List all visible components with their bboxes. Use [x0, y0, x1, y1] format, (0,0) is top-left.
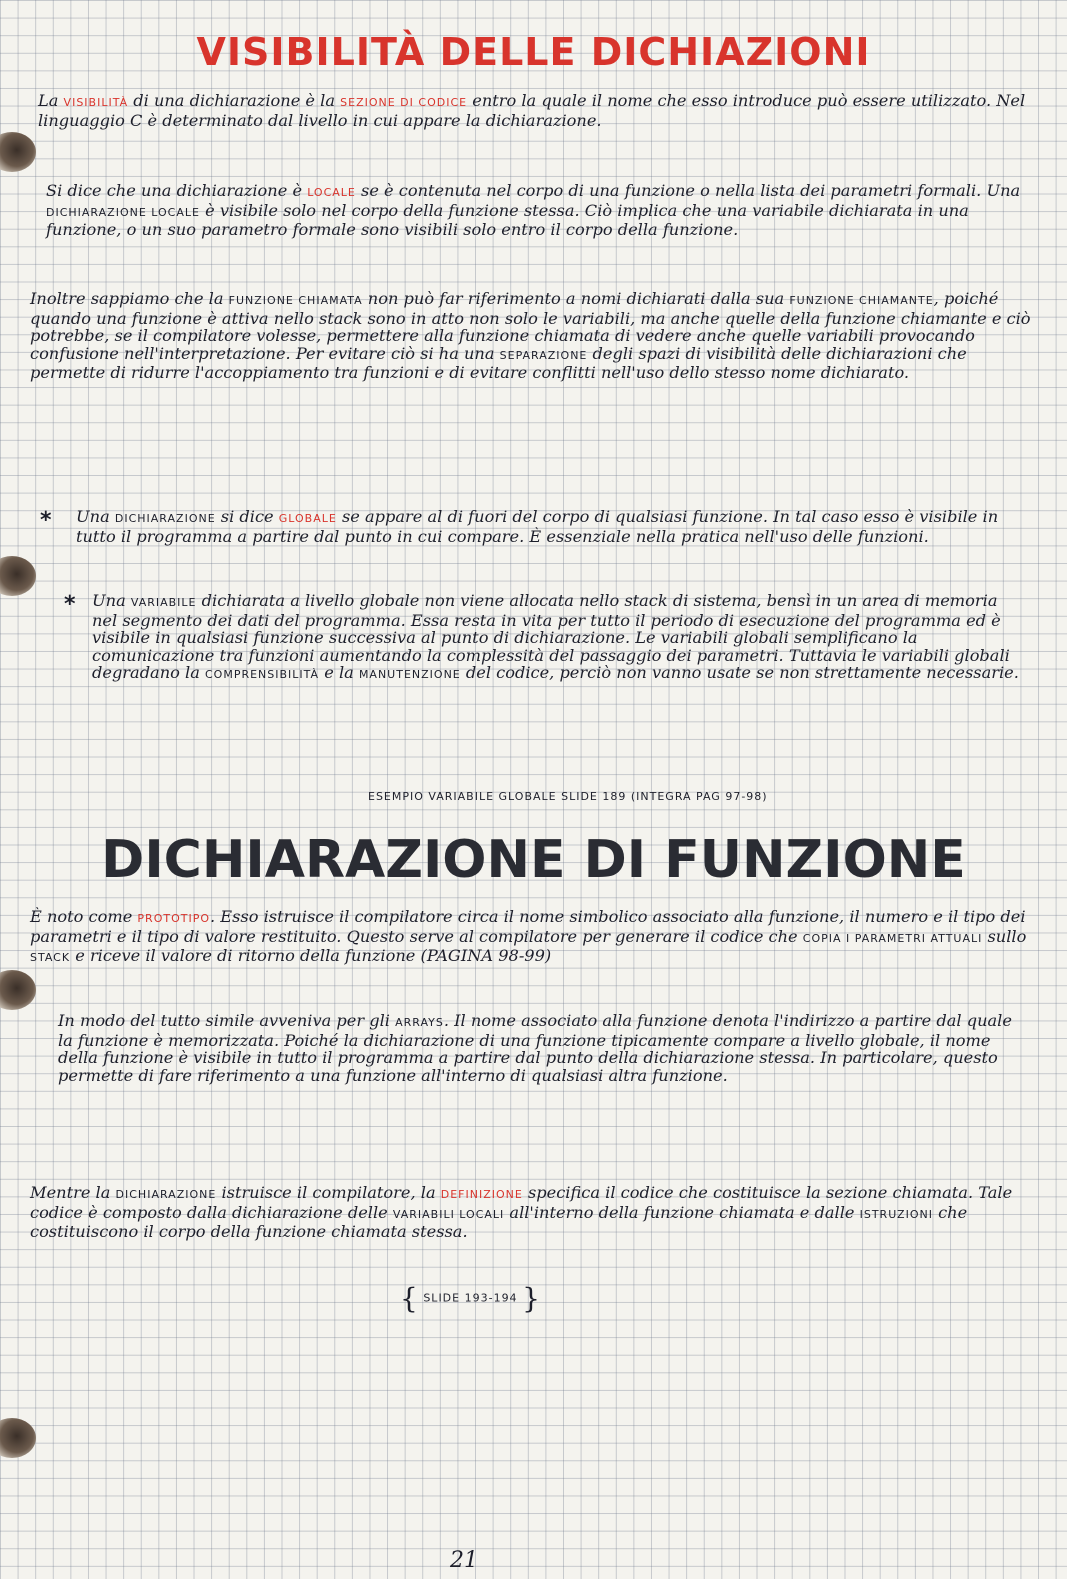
section-title: DICHIARAZIONE DI FUNZIONE — [101, 830, 966, 890]
keyword-funzione-chiamata: FUNZIONE CHIAMATA — [228, 294, 363, 307]
keyword-copia-parametri: COPIA I PARAMETRI ATTUALI — [802, 931, 983, 945]
keyword-variabili-locali: VARIABILI LOCALI — [392, 1207, 505, 1221]
keyword-globale: GLOBALE — [278, 512, 337, 525]
keyword-visibilita: VISIBILITÀ — [63, 96, 129, 109]
keyword-arrays: ARRAYS — [395, 1016, 444, 1029]
paragraph-definizione: Mentre la DICHIARAZIONE istruisce il compilatore, la DEFINIZIONE specifica il codice che costituisce la sezione chiamata. Tale codice è composto dalla dichiarazione delle VARIABILI LOCALI all'interno della funzione chiamata e dalle ISTRUZIONI che costituiscono il corpo della funzione chiamata stessa. — [30, 1183, 1013, 1242]
binder-hole — [0, 132, 36, 172]
paragraph-funzione-chiamata: Inoltre sappiamo che la FUNZIONE CHIAMATA non può far riferimento a nomi dichiarati dalla sua FUNZIONE CHIAMANTE, poiché quando una funzione è attiva nello stack sono in atto non solo le variabili, ma anche quelle della funzione chiamante e ciò potrebbe, se il compilatore volesse, permettere alla funzione chiamata di vedere anche quelle variabili provocando confusione nell'interpretazione. Per evitare ciò si ha una SEPARAZIONE degli spazi di visibilità delle dichiarazioni che permette di ridurre l'accoppiamento tra funzioni e di evitare conflitti nell'uso dello stesso nome dichiarato. — [30, 289, 1031, 383]
paragraph-prototipo: È noto come PROTOTIPO. Esso istruisce il compilatore circa il nome simbolico associato alla funzione, il numero e il tipo dei parametri e il tipo di valore restituito. Questo serve al compilatore per generare il codice che COPIA I PARAMETRI ATTUALI sullo STACK e riceve il valore di ritorno della funzione (PAGINA 98-99) — [30, 907, 1027, 966]
bullet-globale: Una DICHIARAZIONE si dice GLOBALE se appare al di fuori del corpo di qualsiasi funzione. In tal caso esso è visibile in tutto il programma a partire dal punto in cui compare. È essenziale nella pratica nell'uso delle funzioni. — [76, 507, 999, 546]
page-number: 21 — [450, 1548, 478, 1573]
keyword-separazione: SEPARAZIONE — [499, 348, 588, 362]
keyword-definizione: DEFINIZIONE — [440, 1188, 523, 1201]
slide-reference: ESEMPIO VARIABILE GLOBALE SLIDE 189 (INTEGRA PAG 97-98) — [368, 790, 768, 803]
keyword-dichiarazione: DICHIARAZIONE — [115, 1188, 217, 1201]
keyword-istruzioni: ISTRUZIONI — [859, 1207, 933, 1221]
keyword-variabile: VARIABILE — [130, 596, 197, 609]
bullet-variabile-globale: Una VARIABILE dichiarata a livello globale non viene allocata nello stack di sistema, bensì in un area di memoria nel segmento dei dati del programma. Essa resta in vita per tutto il periodo di esecuzione del programma ed è visibile in qualsiasi funzione successiva al punto di dichiarazione. Le variabili globali semplificano la comunicazione tra funzioni aumentando la complessità del passaggio dei parametri. Tuttavia le variabili globali degradano la COMPRENSIBILITÀ e la MANUTENZIONE del codice, perciò non vanno usate se non strettamente necessarie. — [92, 591, 1019, 683]
brace-open: { — [400, 1282, 419, 1315]
keyword-prototipo: PROTOTIPO — [137, 912, 210, 925]
keyword-manutenzione: MANUTENZIONE — [358, 668, 461, 682]
brace-close: } — [522, 1282, 541, 1315]
paragraph-visibility: La VISIBILITÀ di una dichiarazione è la SEZIONE DI CODICE entro la quale il nome che esso introduce può essere utilizzato. Nel linguaggio C è determinato dal livello in cui appare la dichiarazione. — [38, 91, 1026, 130]
binder-hole — [0, 1418, 36, 1458]
keyword-sezione-codice: SEZIONE DI CODICE — [340, 96, 468, 109]
paragraph-nome-funzione: In modo del tutto simile avveniva per gli ARRAYS. Il nome associato alla funzione denota l'indirizzo a partire dal quale la funzione è memorizzata. Poiché la dichiarazione di una funzione tipicamente compare a livello globale, il nome della funzione è visibile in tutto il programma a partire dal punto della dichiarazione stessa. In particolare, questo permette di fare riferimento a una funzione all'interno di qualsiasi altra funzione. — [58, 1011, 1012, 1085]
keyword-funzione-chiamante: FUNZIONE CHIAMANTE — [789, 294, 934, 307]
binder-hole — [0, 556, 36, 596]
keyword-dichiarazione: DICHIARAZIONE — [114, 512, 216, 525]
paragraph-locale: Si dice che una dichiarazione è LOCALE se è contenuta nel corpo di una funzione o nella lista dei parametri formali. Una DICHIARAZIONE LOCALE è visibile solo nel corpo della funzione stessa. Ciò implica che una variabile dichiarata in una funzione, o un suo parametro formale sono visibili solo entro il corpo della funzione. — [46, 181, 1021, 240]
keyword-locale: LOCALE — [307, 186, 356, 199]
keyword-stack: STACK — [30, 951, 71, 965]
bullet-star: * — [64, 592, 76, 617]
bullet-star: * — [40, 508, 52, 533]
keyword-comprensibilita: COMPRENSIBILITÀ — [205, 668, 320, 682]
page-title: VISIBILITÀ DELLE DICHIAZIONI — [196, 30, 871, 74]
slide-reference-2: { SLIDE 193-194 } — [400, 1282, 541, 1315]
keyword-dichiarazione-locale: DICHIARAZIONE LOCALE — [46, 205, 200, 219]
binder-hole — [0, 970, 36, 1010]
